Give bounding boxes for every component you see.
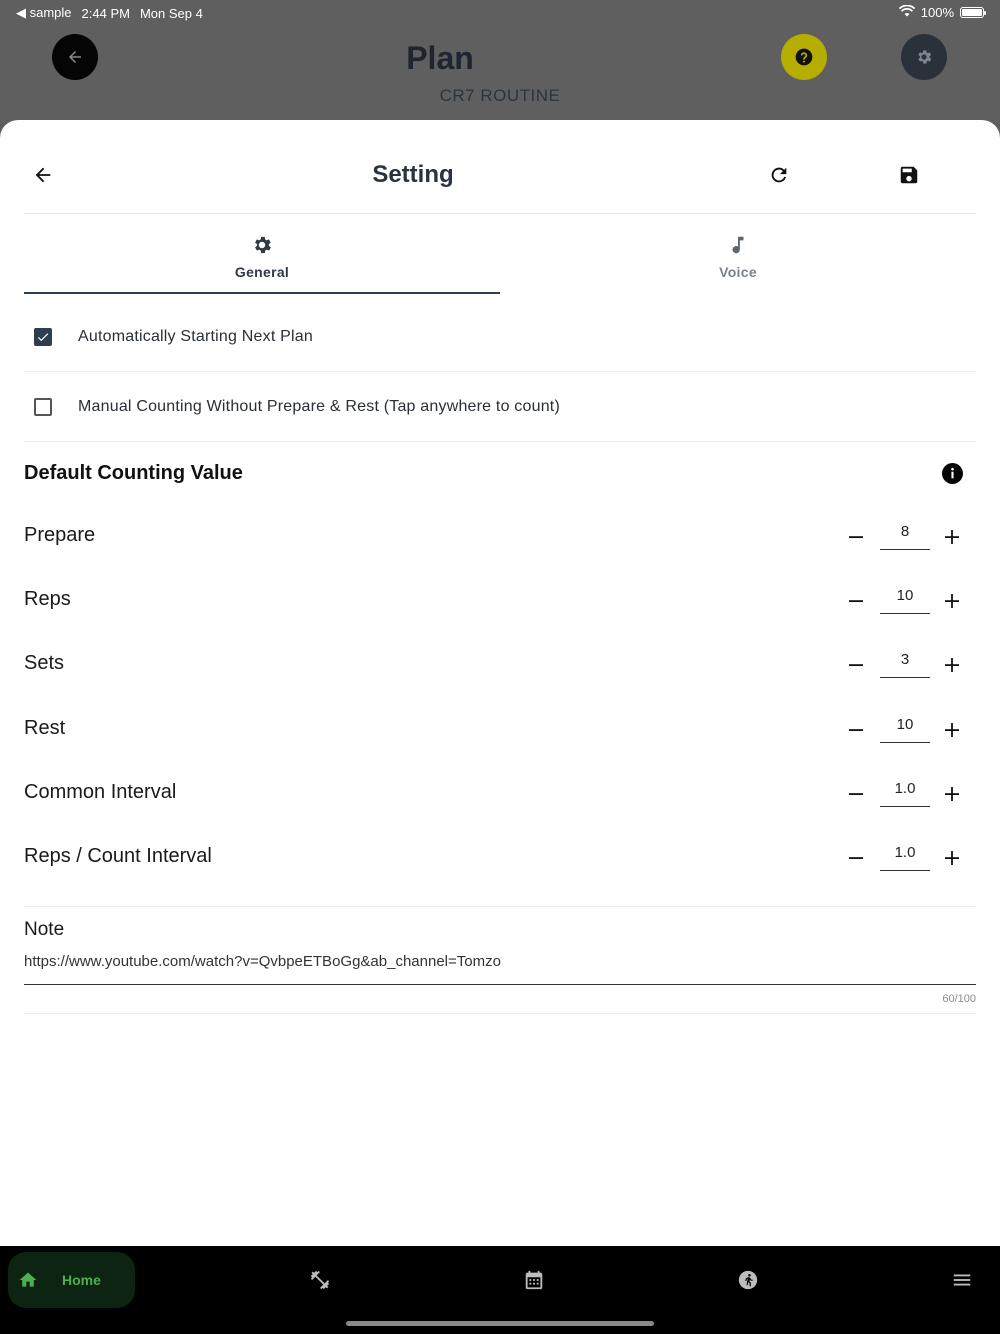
menu-icon — [951, 1269, 973, 1291]
note-character-counter: 60/100 — [942, 993, 976, 1005]
background-title: Plan — [406, 40, 474, 76]
background-header — [0, 24, 1000, 124]
value-field[interactable]: 10 — [880, 709, 930, 743]
tab-bar — [24, 214, 976, 294]
increment-button[interactable] — [937, 843, 967, 873]
decrement-button[interactable] — [841, 522, 871, 552]
decrement-button[interactable] — [841, 586, 871, 616]
increment-button[interactable] — [937, 779, 967, 809]
background-help-button[interactable] — [781, 34, 827, 80]
background-settings-button[interactable] — [901, 34, 947, 80]
decrement-button[interactable] — [841, 843, 871, 873]
wifi-icon — [899, 5, 915, 20]
auto-start-label: Automatically Starting Next Plan — [78, 327, 313, 345]
arrow-left-icon — [32, 164, 54, 186]
refresh-icon — [768, 164, 790, 186]
note-section — [24, 906, 976, 1014]
manual-counting-label: Manual Counting Without Prepare & Rest (Tap anywhere to count) — [78, 397, 560, 415]
minus-icon — [848, 529, 864, 545]
value-label: Rest — [24, 717, 66, 739]
dumbbell-icon — [309, 1269, 331, 1291]
gear-icon — [915, 48, 933, 66]
minus-icon — [848, 593, 864, 609]
home-indicator — [346, 1321, 654, 1326]
decrement-button[interactable] — [841, 715, 871, 745]
value-row-reps-count-interval — [24, 827, 976, 891]
minus-icon — [848, 786, 864, 802]
value-row-rest — [24, 699, 976, 763]
value-field[interactable]: 3 — [880, 644, 930, 678]
value-row-sets — [24, 634, 976, 698]
gear-icon — [251, 234, 273, 256]
note-input[interactable]: https://www.youtube.com/watch?v=QvbpeETBoGg&ab_channel=Tomzo — [24, 951, 976, 985]
increment-button[interactable] — [937, 522, 967, 552]
minus-icon — [848, 850, 864, 866]
calendar-icon — [523, 1269, 545, 1291]
bottom-navigation — [0, 1246, 1000, 1334]
value-row-prepare — [24, 506, 976, 570]
status-back-app[interactable]: ◀ sample — [16, 5, 72, 20]
help-icon — [794, 47, 814, 67]
minus-icon — [848, 722, 864, 738]
running-icon — [737, 1269, 759, 1291]
save-button[interactable] — [889, 155, 929, 195]
value-row-reps — [24, 570, 976, 634]
plus-icon — [944, 722, 960, 738]
value-field[interactable]: 1.0 — [880, 837, 930, 871]
info-icon[interactable] — [942, 463, 963, 484]
decrement-button[interactable] — [841, 650, 871, 680]
value-label: Reps / Count Interval — [24, 845, 212, 867]
value-label: Prepare — [24, 524, 96, 546]
reset-button[interactable] — [759, 155, 799, 195]
value-row-common-interval — [24, 763, 976, 827]
nav-menu-button[interactable] — [948, 1266, 976, 1294]
tab-general[interactable] — [24, 214, 500, 294]
sheet-header — [24, 120, 976, 214]
status-date: Mon Sep 4 — [139, 5, 203, 21]
plus-icon — [944, 850, 960, 866]
minus-icon — [848, 657, 864, 673]
tab-voice-label: Voice — [719, 264, 757, 280]
floppy-disk-icon — [898, 164, 920, 186]
nav-home-button[interactable] — [8, 1252, 135, 1308]
status-bar — [0, 0, 1000, 24]
note-label: Note — [24, 919, 65, 940]
sheet-title: Setting — [372, 161, 454, 188]
plus-icon — [944, 593, 960, 609]
option-manual-counting[interactable] — [24, 372, 976, 442]
home-icon — [18, 1270, 38, 1290]
auto-start-checkbox[interactable] — [34, 328, 52, 346]
plus-icon — [944, 786, 960, 802]
decrement-button[interactable] — [841, 779, 871, 809]
tab-general-label: General — [234, 264, 290, 280]
settings-sheet — [0, 120, 1000, 1246]
status-time: 2:44 PM — [81, 5, 130, 21]
increment-button[interactable] — [937, 715, 967, 745]
increment-button[interactable] — [937, 650, 967, 680]
increment-button[interactable] — [937, 586, 967, 616]
value-field[interactable]: 8 — [880, 516, 930, 550]
tab-voice[interactable] — [500, 214, 976, 294]
section-title: Default Counting Value — [24, 462, 243, 484]
battery-icon — [960, 7, 984, 18]
nav-calendar-button[interactable] — [520, 1266, 548, 1294]
plus-icon — [944, 657, 960, 673]
manual-counting-checkbox[interactable] — [34, 398, 52, 416]
plus-icon — [944, 529, 960, 545]
sheet-back-button[interactable] — [23, 155, 63, 195]
value-label: Reps — [24, 588, 71, 610]
value-field[interactable]: 1.0 — [880, 773, 930, 807]
nav-workout-button[interactable] — [306, 1266, 334, 1294]
music-note-icon — [727, 234, 749, 256]
value-label: Sets — [24, 652, 65, 674]
nav-activity-button[interactable] — [734, 1266, 762, 1294]
option-auto-start-next-plan[interactable] — [24, 302, 976, 372]
background-subtitle: CR7 ROUTINE — [439, 86, 561, 105]
battery-percentage: 100% — [920, 5, 954, 20]
value-label: Common Interval — [24, 781, 177, 803]
checkmark-icon — [36, 330, 50, 344]
nav-home-label: Home — [62, 1272, 101, 1288]
value-field[interactable]: 10 — [880, 580, 930, 614]
